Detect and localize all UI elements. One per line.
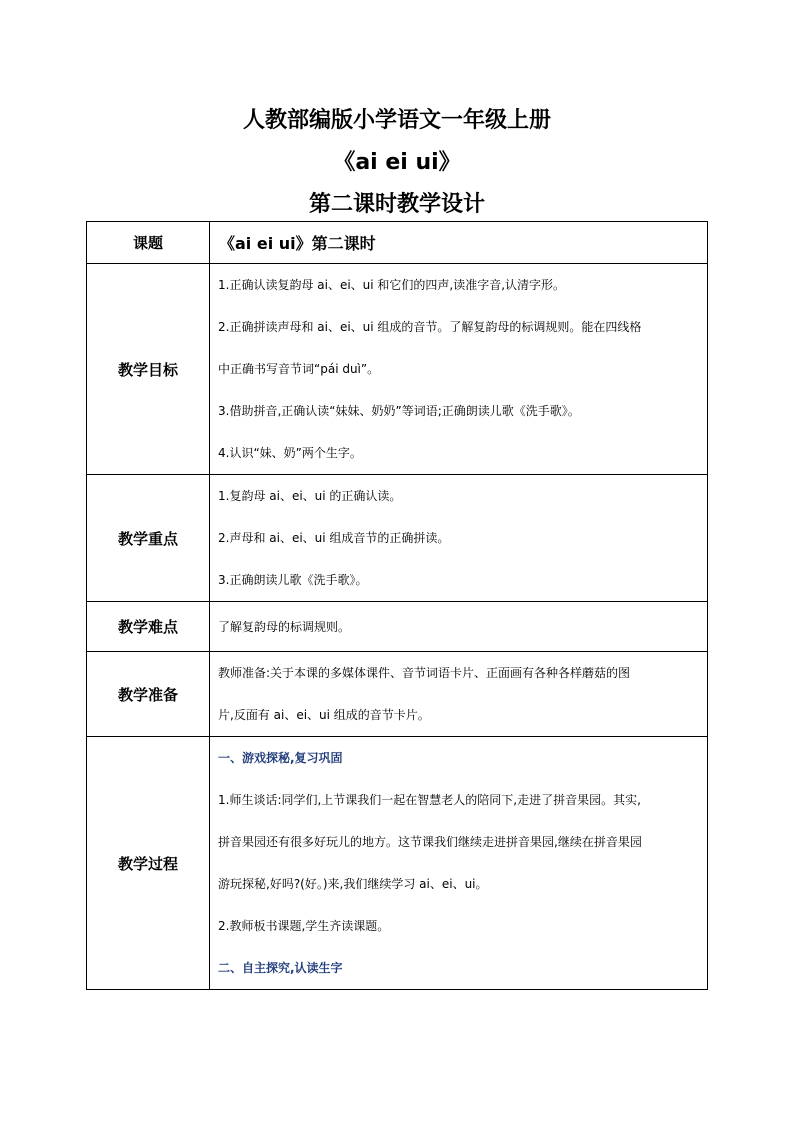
text-line: 1.复韵母 ai、ei、ui 的正确认读。 bbox=[218, 489, 402, 503]
text-line: 3.正确朗读儿歌《洗手歌》。 bbox=[218, 573, 368, 587]
row-label: 教学难点 bbox=[87, 602, 210, 652]
text-line: 了解复韵母的标调规则。 bbox=[218, 619, 351, 634]
title-line-1: 人教部编版小学语文一年级上册 bbox=[242, 108, 551, 133]
course-name: 《ai ei ui》第二课时 bbox=[210, 222, 708, 264]
text-line: 4.认识“妹、奶”两个生字。 bbox=[218, 446, 362, 460]
section-heading: 一、游戏探秘,复习巩固 bbox=[218, 751, 343, 765]
text-line: 2.教师板书课题,学生齐读课题。 bbox=[218, 919, 390, 933]
text-line: 1.师生谈话:同学们,上节课我们一起在智慧老人的陪同下,走进了拼音果园。其实, bbox=[218, 793, 641, 807]
table-row-process bbox=[87, 737, 708, 990]
section-heading: 二、自主探究,认读生字 bbox=[218, 961, 343, 975]
text-line: 中正确书写音节词“pái duì”。 bbox=[218, 362, 380, 376]
process-content bbox=[210, 737, 708, 990]
table-row-objectives bbox=[87, 264, 708, 475]
text-line: 1.正确认读复韵母 ai、ei、ui 和它们的四声,读准字音,认清字形。 bbox=[218, 278, 566, 292]
objectives-content bbox=[210, 264, 708, 475]
text-line: 3.借助拼音,正确认读“妹妹、奶奶”等词语;正确朗读儿歌《洗手歌》。 bbox=[218, 404, 580, 418]
difficulties-content bbox=[210, 602, 708, 652]
text-line: 2.声母和 ai、ei、ui 组成音节的正确拼读。 bbox=[218, 531, 450, 545]
text-line: 拼音果园还有很多好玩儿的地方。这节课我们继续走进拼音果园,继续在拼音果园 bbox=[218, 835, 642, 849]
table-row-difficulties bbox=[87, 602, 708, 652]
table-row-preparation bbox=[87, 652, 708, 737]
preparation-content bbox=[210, 652, 708, 737]
document-title bbox=[0, 100, 794, 226]
text-line: 2.正确拼读声母和 ai、ei、ui 组成的音节。了解复韵母的标调规则。能在四线格 bbox=[218, 320, 642, 334]
table-row-topic bbox=[87, 222, 708, 264]
title-line-2: 《ai ei ui》 bbox=[333, 150, 461, 175]
text-line: 游玩探秘,好吗?(好。)来,我们继续学习 ai、ei、ui。 bbox=[218, 877, 488, 891]
row-label: 教学准备 bbox=[87, 652, 210, 737]
text-line: 片,反面有 ai、ei、ui 组成的音节卡片。 bbox=[218, 708, 430, 722]
row-label: 课题 bbox=[87, 222, 210, 264]
table-row-key-points bbox=[87, 475, 708, 602]
row-label: 教学过程 bbox=[87, 737, 210, 990]
row-label: 教学重点 bbox=[87, 475, 210, 602]
lesson-plan-table bbox=[86, 221, 708, 990]
key-points-content bbox=[210, 475, 708, 602]
title-line-3: 第二课时教学设计 bbox=[308, 192, 485, 217]
text-line: 教师准备:关于本课的多媒体课件、音节词语卡片、正面画有各种各样蘑菇的图 bbox=[218, 666, 631, 680]
row-label: 教学目标 bbox=[87, 264, 210, 475]
